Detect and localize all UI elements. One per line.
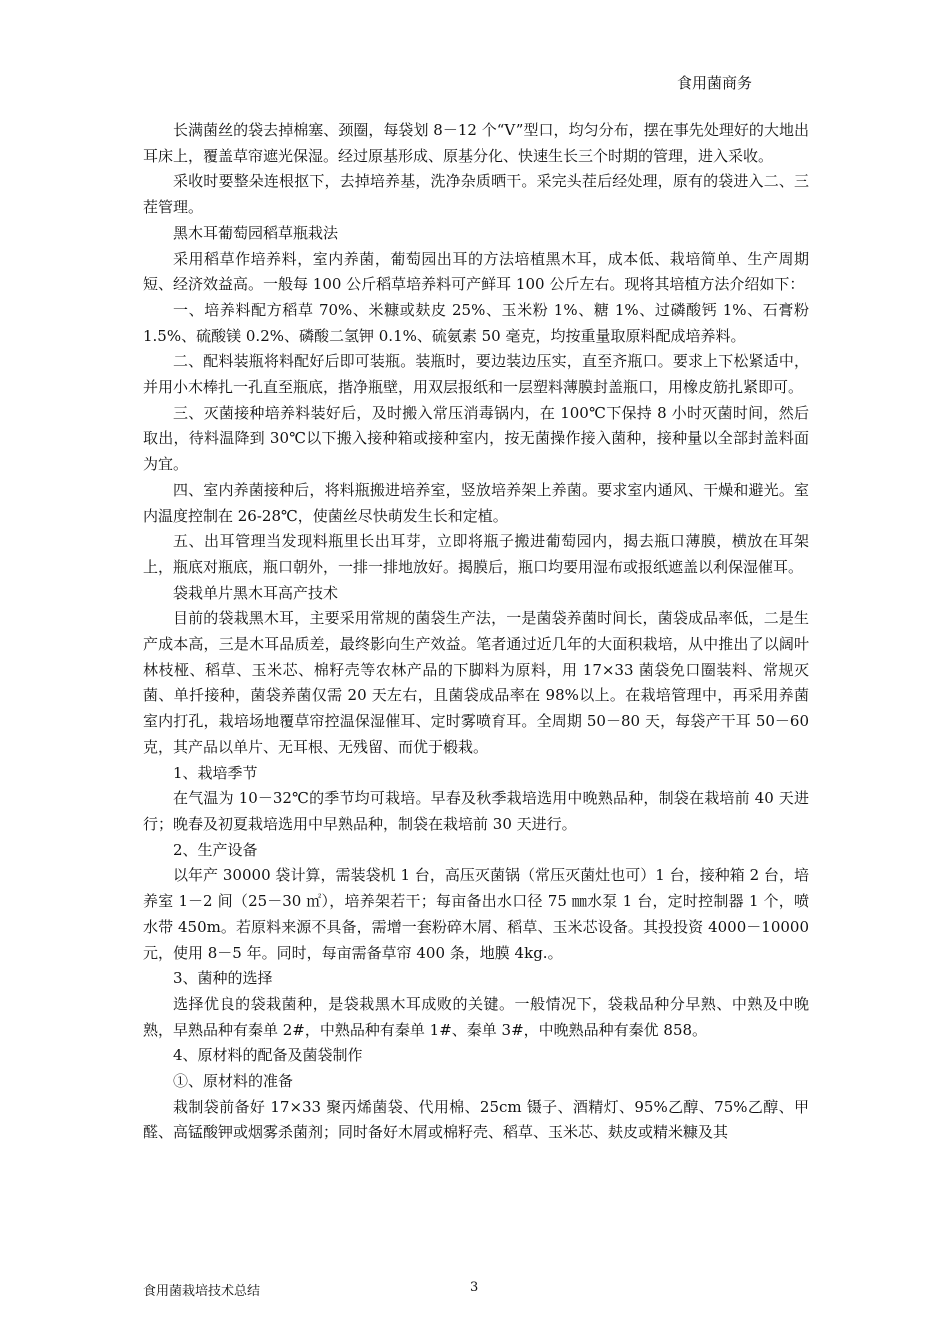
- document-body: [143, 118, 809, 1146]
- paragraph: 在气温为 10－32℃的季节均可栽培。早春及秋季栽培选用中晚熟品种，制袋在栽培前 40 天进行；晚春及初夏栽培选用中早熟品种，制袋在栽培前 30 天进行。: [143, 789, 809, 833]
- paragraph: 三、灭菌接种培养料装好后，及时搬入常压消毒锅内，在 100℃下保持 8 小时灭菌时间，然后取出，待料温降到 30℃以下搬入接种箱或接种室内，按无菌操作接入菌种，接种量以全部封盖料面为宜。: [143, 403, 809, 474]
- footer-doc-title: 食用菌栽培技术总结: [143, 1284, 261, 1299]
- page-number: 3: [470, 1280, 479, 1295]
- section-heading: 袋栽单片黑木耳高产技术: [173, 583, 339, 602]
- paragraph: 一、培养料配方稻草 70%、米糠或麸皮 25%、玉米粉 1%、糖 1%、过磷酸钙 1%、石膏粉 1.5%、硫酸镁 0.2%、磷酸二氢钾 0.1%、硫氨素 50 毫克，均按重量取原料配成培养料。: [143, 300, 809, 345]
- subheading: 1、栽培季节: [173, 763, 258, 782]
- paragraph: 以年产 30000 袋计算，需装袋机 1 台，高压灭菌锅（常压灭菌灶也可）1 台，接种箱 2 台，培养室 1－2 间（25－30 ㎡），培养架若干；每亩备出水口径 75 ㎜水泵 1 台，定时控制器 1 个，喷水带 450m。若原料来源不具备，需增一套粉碎木屑、稻草、玉米芯设备。其投投资 4000－10000 元，使用 8－5 年。同时，每亩需备草帘 400 条，地膜 4kg.。: [143, 866, 809, 962]
- section-heading: 黑木耳葡萄园稻草瓶栽法: [173, 223, 339, 242]
- paragraph: 二、配料装瓶将料配好后即可装瓶。装瓶时，要边装边压实，直至齐瓶口。要求上下松紧适中，并用小木棒扎一孔直至瓶底，揩净瓶壁，用双层报纸和一层塑料薄膜封盖瓶口，用橡皮筋扎紧即可。: [143, 352, 809, 397]
- paragraph: 五、出耳管理当发现料瓶里长出耳芽，立即将瓶子搬进葡萄园内，揭去瓶口薄膜，横放在耳架上，瓶底对瓶底，瓶口朝外，一排一排地放好。揭膜后，瓶口均要用湿布或报纸遮盖以利保湿催耳。: [143, 532, 809, 576]
- paragraph: 采收时要整朵连根抠下，去掉培养基，洗净杂质晒干。采完头茬后经处理，原有的袋进入二、三茬管理。: [143, 172, 809, 217]
- paragraph: 四、室内养菌接种后，将料瓶搬进培养室，竖放培养架上养菌。要求室内通风、干燥和避光。室内温度控制在 26-28℃，使菌丝尽快萌发生长和定植。: [143, 480, 809, 525]
- subheading: 4、原材料的配备及菌袋制作: [173, 1046, 363, 1065]
- subheading: ①、原材料的准备: [173, 1072, 294, 1091]
- paragraph: 选择优良的袋栽菌种，是袋栽黑木耳成败的关键。一般情况下，袋栽品种分早熟、中熟及中晚熟，早熟品种有秦单 2#，中熟品种有秦单 1#、秦单 3#，中晚熟品种有秦优 858。: [143, 994, 809, 1039]
- paragraph: 长满菌丝的袋去掉棉塞、颈圈，每袋划 8－12 个“V”型口，均匀分布，摆在事先处理好的大地出耳床上，覆盖草帘遮光保湿。经过原基形成、原基分化、快速生长三个时期的管理，进入采收。: [143, 121, 809, 165]
- paragraph: 采用稻草作培养料，室内养菌，葡萄园出耳的方法培植黑木耳，成本低、栽培简单、生产周期短、经济效益高。一般每 100 公斤稻草培养料可产鲜耳 100 公斤左右。现将其培植方法介绍如下：: [143, 249, 809, 294]
- paragraph: 目前的袋栽黑木耳，主要采用常规的菌袋生产法，一是菌袋养菌时间长，菌袋成品率低，二是生产成本高，三是木耳品质差，最终影向生产效益。笔者通过近几年的大面积栽培，从中推出了以阔叶林枝桠、稻草、玉米芯、棉籽壳等农林产品的下脚料为原料，用 17×33 菌袋免口圈装料、常规灭菌、单扦接种，菌袋养菌仅需 20 天左右，且菌袋成品率在 98%以上。在栽培管理中，再采用养菌室内打孔，栽培场地覆草帘控温保湿催耳、定时雾喷育耳。全周期 50－80 天，每袋产干耳 50－60 克，其产品以单片、无耳根、无残留、而优于椴栽。: [143, 609, 809, 756]
- subheading: 3、菌种的选择: [173, 969, 273, 988]
- subheading: 2、生产设备: [173, 840, 258, 859]
- page-header: 食用菌商务: [676, 74, 752, 92]
- paragraph: 栽制袋前备好 17×33 聚丙烯菌袋、代用棉、25cm 镊子、酒精灯、95%乙醇、75%乙醇、甲醛、高锰酸钾或烟雾杀菌剂；同时备好木屑或棉籽壳、稻草、玉米芯、麸皮或精米糠及其: [143, 1097, 809, 1142]
